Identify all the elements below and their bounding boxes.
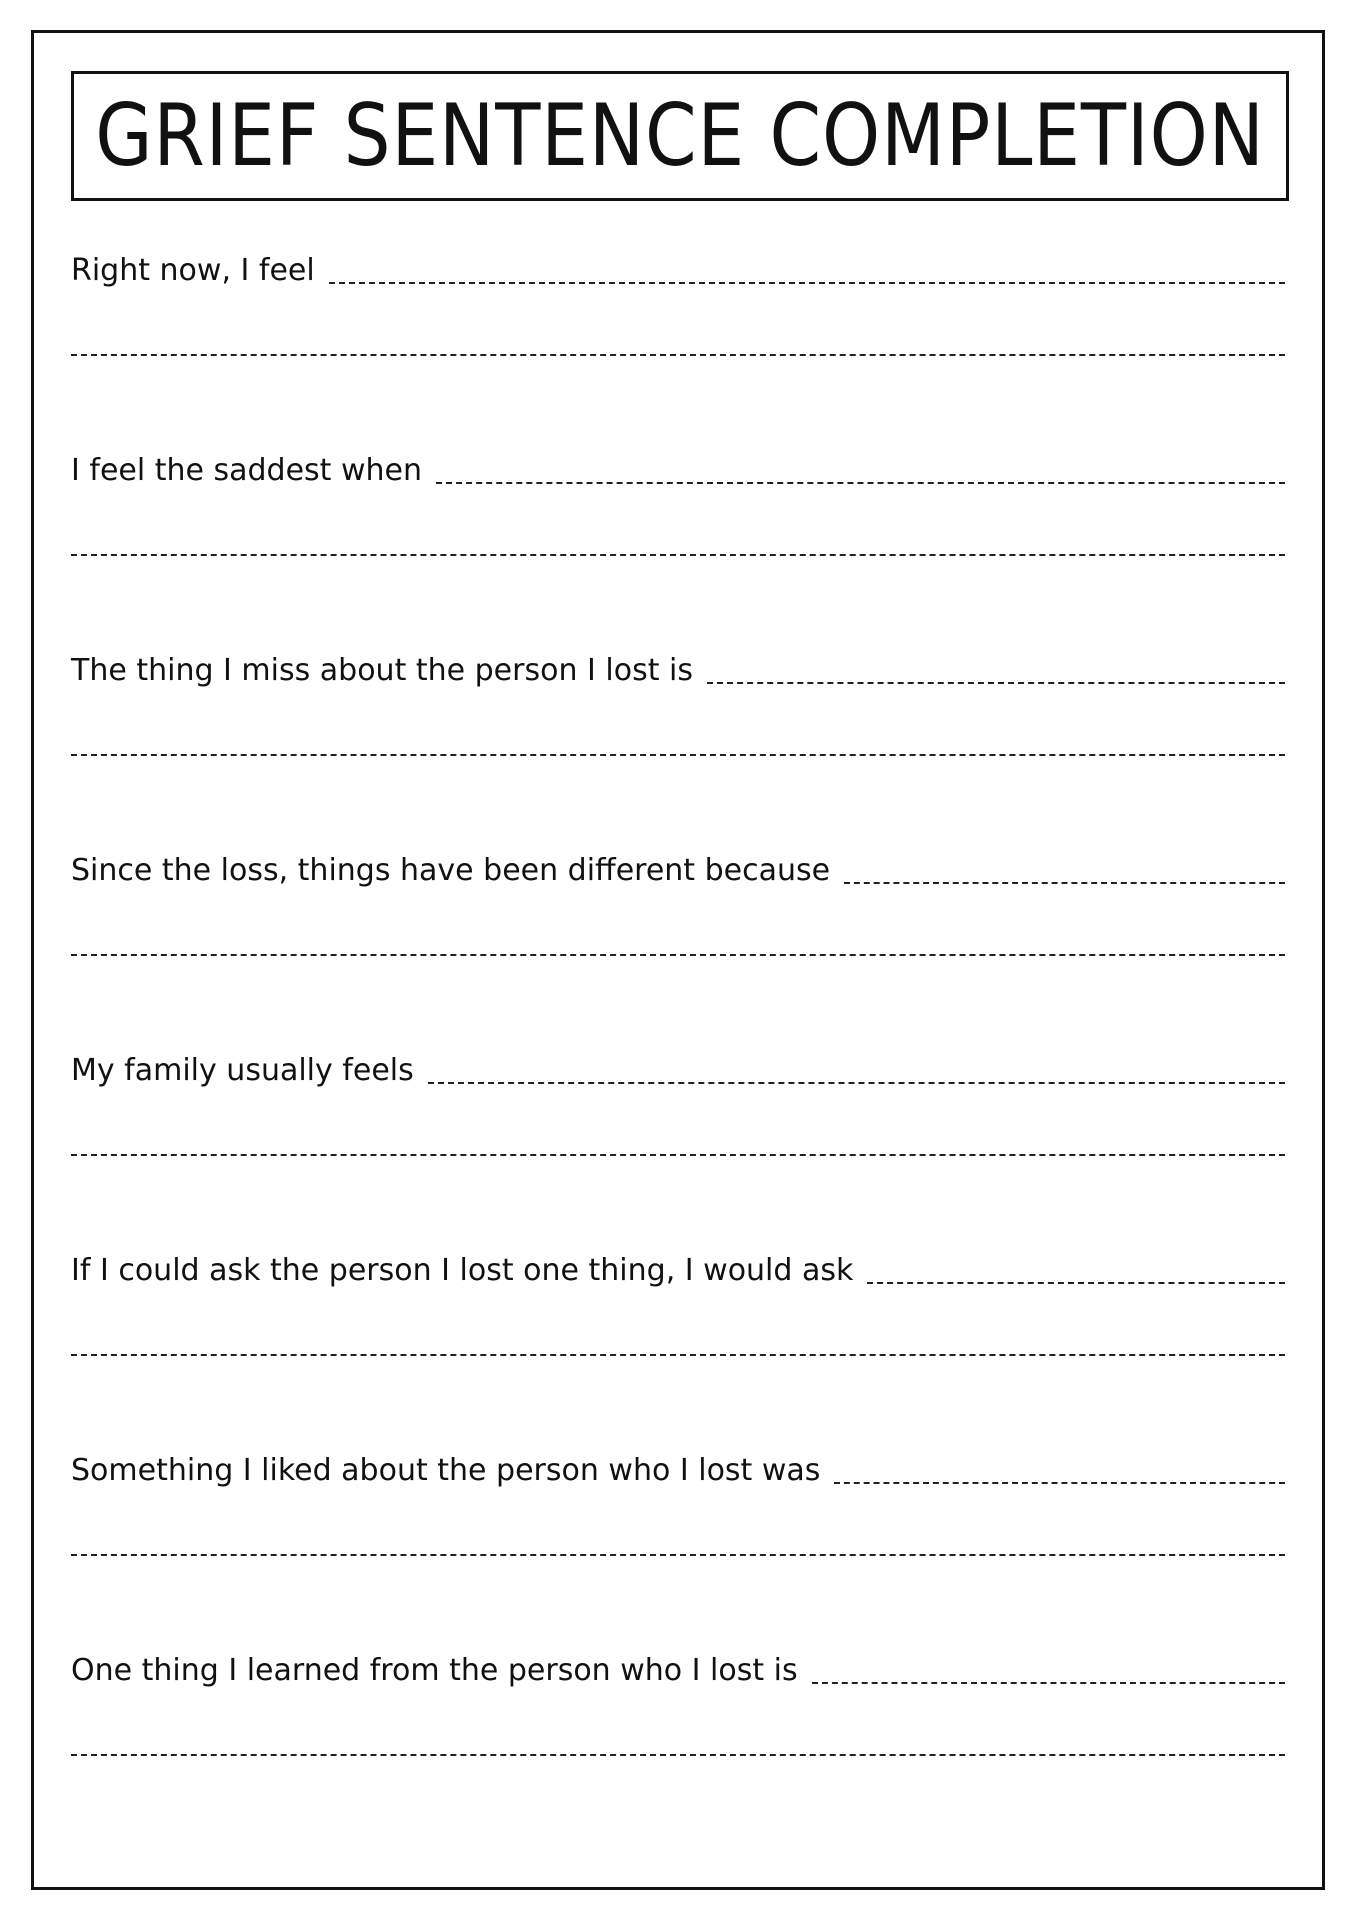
answer-line[interactable] <box>71 754 1285 756</box>
prompt-label: My family usually feels <box>71 1053 414 1088</box>
prompt-line <box>71 1650 1285 1690</box>
answer-line[interactable] <box>71 554 1285 556</box>
prompt-list <box>71 0 1285 1920</box>
prompt-line <box>71 450 1285 490</box>
answer-blank[interactable] <box>834 1482 1285 1484</box>
answer-blank[interactable] <box>812 1682 1285 1684</box>
answer-blank[interactable] <box>844 882 1285 884</box>
prompt-label: Right now, I feel <box>71 253 315 288</box>
answer-blank[interactable] <box>436 482 1285 484</box>
prompt-label: One thing I learned from the person who I lost is <box>71 1653 798 1688</box>
prompt-line <box>71 1050 1285 1090</box>
answer-blank[interactable] <box>428 1082 1285 1084</box>
answer-line[interactable] <box>71 354 1285 356</box>
page-title: GRIEF SENTENCE COMPLETION <box>95 86 1265 186</box>
prompt-label: I feel the saddest when <box>71 453 423 488</box>
prompt-label: If I could ask the person I lost one thing, I would ask <box>71 1253 854 1288</box>
prompt-line <box>71 650 1285 690</box>
answer-line[interactable] <box>71 954 1285 956</box>
answer-line[interactable] <box>71 1554 1285 1556</box>
answer-blank[interactable] <box>329 282 1285 284</box>
answer-blank[interactable] <box>867 1282 1285 1284</box>
prompt-line <box>71 250 1285 290</box>
prompt-label: The thing I miss about the person I lost is <box>71 653 693 688</box>
prompt-label: Since the loss, things have been different because <box>71 853 831 888</box>
prompt-line <box>71 850 1285 890</box>
prompt-line <box>71 1450 1285 1490</box>
answer-line[interactable] <box>71 1754 1285 1756</box>
answer-line[interactable] <box>71 1354 1285 1356</box>
prompt-line <box>71 1250 1285 1290</box>
answer-line[interactable] <box>71 1154 1285 1156</box>
answer-blank[interactable] <box>707 682 1285 684</box>
prompt-label: Something I liked about the person who I lost was <box>71 1453 821 1488</box>
